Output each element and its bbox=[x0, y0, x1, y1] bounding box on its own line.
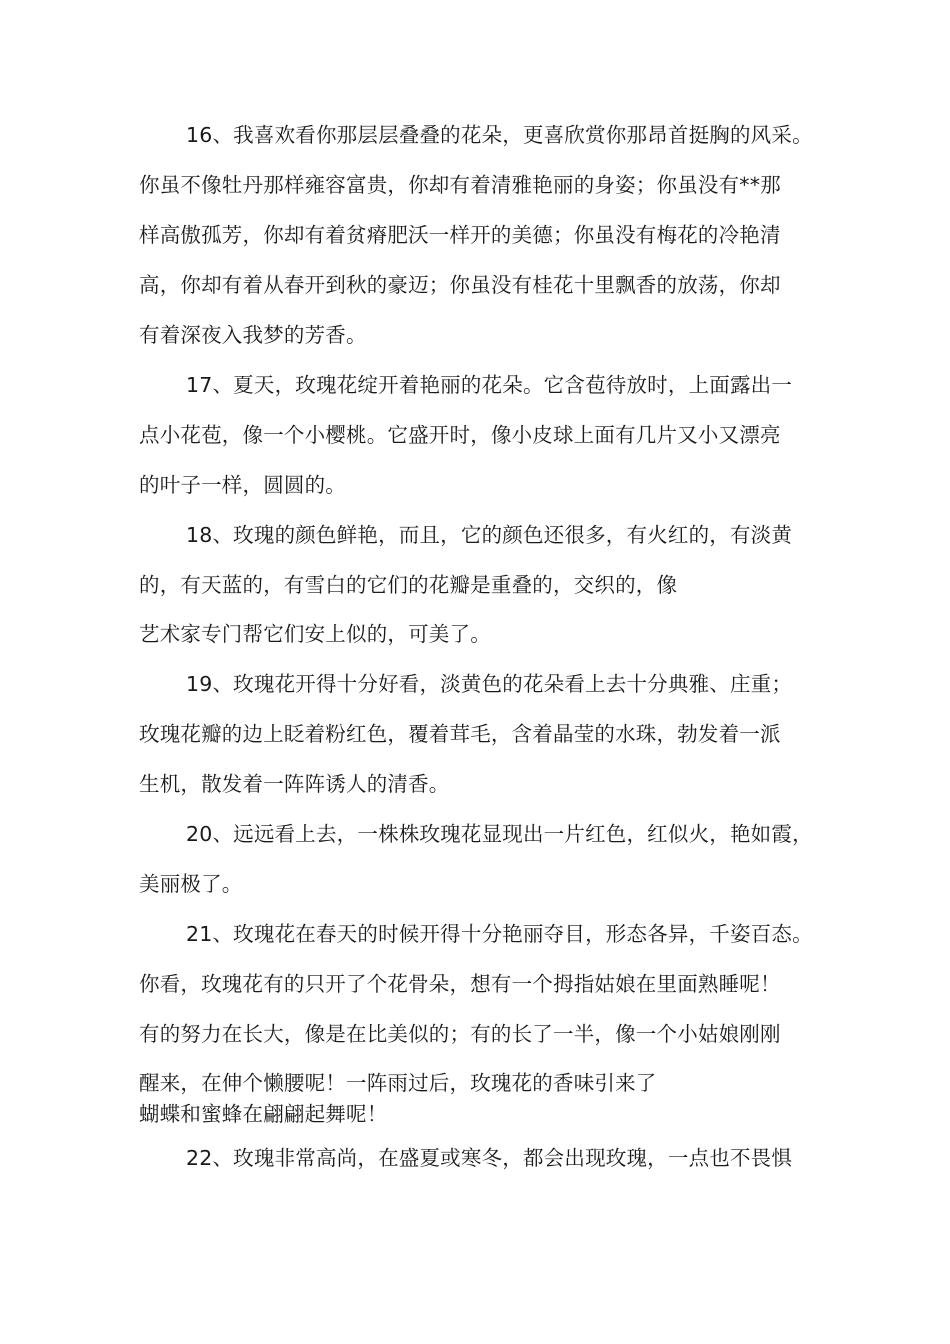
paragraph-21-line-1: 21、玫瑰花在春天的时候开得十分艳丽夺目，形态各异，千姿百态。 bbox=[186, 922, 813, 946]
paragraph-19-line-1: 19、玫瑰花开得十分好看，淡黄色的花朵看上去十分典雅、庄重； bbox=[186, 672, 793, 696]
paragraph-20-line-1: 20、远远看上去，一株株玫瑰花显现出一片红色，红似火，艳如霞， bbox=[186, 822, 813, 846]
paragraph-18-line-1: 18、玫瑰的颜色鲜艳，而且，它的颜色还很多，有火红的，有淡黄 bbox=[186, 523, 793, 547]
paragraph-19-line-2: 玫瑰花瓣的边上眨着粉红色，覆着茸毛，含着晶莹的水珠，勃发着一派 bbox=[139, 722, 781, 746]
paragraph-21-line-3: 有的努力在长大，像是在比美似的；有的长了一半，像一个小姑娘刚刚 bbox=[139, 1022, 781, 1046]
paragraph-21-line-5: 蝴蝶和蜜蜂在翩翩起舞呢！ bbox=[139, 1102, 388, 1126]
paragraph-16-line-2: 你虽不像牡丹那样雍容富贵，你却有着清雅艳丽的身姿；你虽没有**那 bbox=[139, 173, 781, 197]
paragraph-16-line-3: 样高傲孤芳，你却有着贫瘠肥沃一样开的美德；你虽没有梅花的冷艳清 bbox=[139, 223, 781, 247]
paragraph-19-line-3: 生机，散发着一阵阵诱人的清香。 bbox=[139, 772, 450, 796]
paragraph-16-line-1: 16、我喜欢看你那层层叠叠的花朵，更喜欣赏你那昂首挺胸的风采。 bbox=[186, 123, 813, 147]
paragraph-17-line-3: 的叶子一样，圆圆的。 bbox=[139, 473, 346, 497]
paragraph-17-line-1: 17、夏天，玫瑰花绽开着艳丽的花朵。它含苞待放时，上面露出一 bbox=[186, 373, 793, 397]
paragraph-16-line-5: 有着深夜入我梦的芳香。 bbox=[139, 323, 367, 347]
paragraph-21-line-4: 醒来，在伸个懒腰呢！一阵雨过后，玫瑰花的香味引来了 bbox=[139, 1071, 657, 1095]
paragraph-17-line-2: 点小花苞，像一个小樱桃。它盛开时，像小皮球上面有几片又小又漂亮 bbox=[139, 423, 781, 447]
paragraph-22-line-1: 22、玫瑰非常高尚，在盛夏或寒冬，都会出现玫瑰，一点也不畏惧 bbox=[186, 1146, 793, 1170]
paragraph-18-line-3: 艺术家专门帮它们安上似的，可美了。 bbox=[139, 622, 491, 646]
paragraph-18-line-2: 的，有天蓝的，有雪白的它们的花瓣是重叠的，交织的，像 bbox=[139, 573, 678, 597]
paragraph-21-line-2: 你看，玫瑰花有的只开了个花骨朵，想有一个拇指姑娘在里面熟睡呢！ bbox=[139, 972, 781, 996]
paragraph-20-line-2: 美丽极了。 bbox=[139, 872, 243, 896]
paragraph-16-line-4: 高，你却有着从春开到秋的豪迈；你虽没有桂花十里飘香的放荡，你却 bbox=[139, 273, 781, 297]
